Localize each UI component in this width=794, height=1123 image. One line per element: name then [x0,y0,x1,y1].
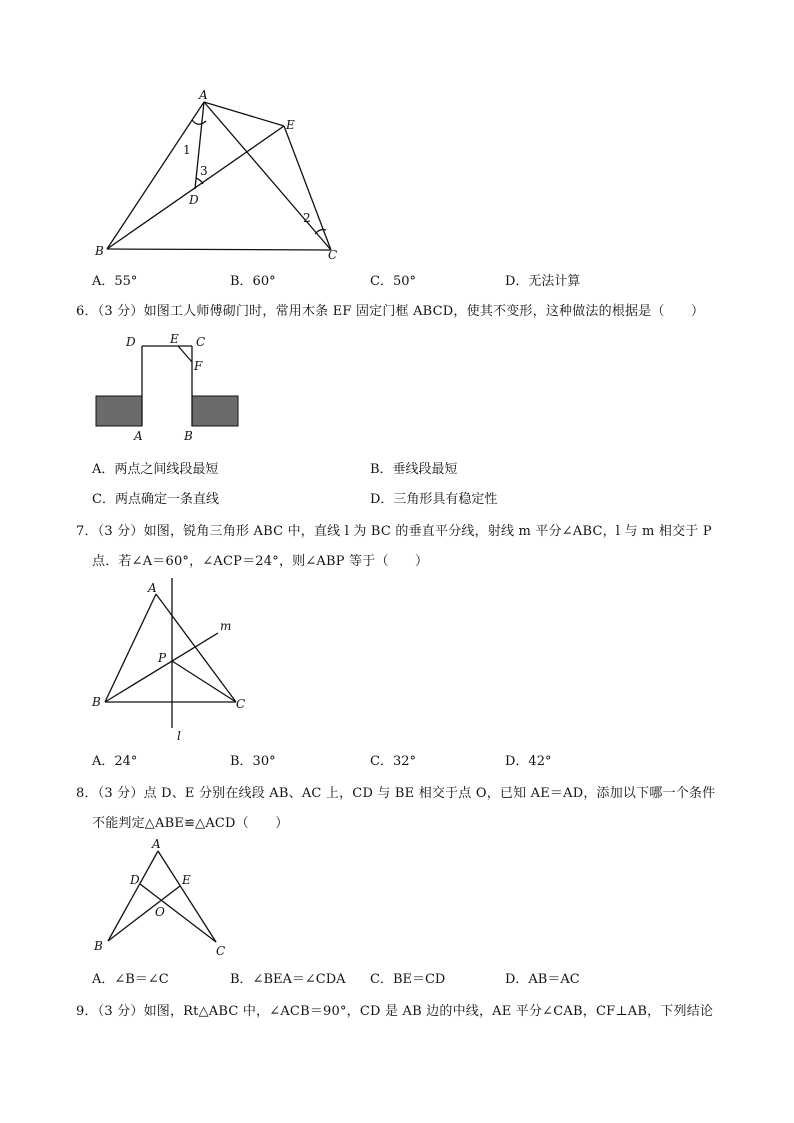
q5-angle-3-arc [196,178,203,184]
q6-option-d[interactable]: D．三角形具有稳定性 [370,492,498,507]
q6-wall-left [96,396,142,426]
q5-label-3: 3 [200,164,208,178]
q7-option-a[interactable]: A．24° [92,754,138,769]
q5-label-A: A [199,88,208,102]
q8-option-c[interactable]: C．BE＝CD [370,972,446,987]
q5-figure [95,88,355,267]
q8-label-E: E [182,873,191,887]
q9-question-line1: 9．（3 分）如图，Rt△ABC 中，∠ACB＝90°，CD 是 AB 边的中线，AE 平分∠CAB，CF⊥AB，下列结论 [76,1004,714,1019]
q7-label-P: P [158,651,167,665]
q6-option-c[interactable]: C．两点确定一条直线 [92,492,219,507]
q6-wall-right [192,396,238,426]
q6-bar-EF [178,346,192,362]
q7-label-C: C [236,697,246,711]
q7-option-b[interactable]: B．30° [230,754,276,769]
q8-label-D: D [130,873,140,887]
q8-option-d[interactable]: D．AB＝AC [505,972,580,987]
q8-question-line1: 8．（3 分）点 D、E 分别在线段 AB、AC 上，CD 与 BE 相交于点 O，已知 AE＝AD，添加以下哪一个条件 [76,786,716,801]
q8-label-B: B [94,939,103,953]
q8-option-a[interactable]: A．∠B＝∠C [92,972,169,987]
q5-seg-EC [284,126,331,250]
q6-label-E: E [170,332,179,346]
q8-option-b[interactable]: B．∠BEA＝∠CDA [230,972,346,987]
q6-option-b[interactable]: B．垂线段最短 [370,462,458,477]
q6-label-A: A [134,429,143,443]
q5-label-C: C [328,248,338,262]
q5-seg-BE [107,126,284,249]
q5-seg-AE [204,102,284,126]
q6-figure [92,332,242,444]
q5-seg-AC [204,102,331,250]
q7-option-d[interactable]: D．42° [505,754,552,769]
q5-label-2: 2 [303,211,311,225]
q5-seg-AB [107,102,204,249]
q8-label-C: C [216,944,226,958]
q5-label-B: B [95,244,104,258]
q5-seg-BC [107,249,331,250]
q7-question-line1: 7．（3 分）如图，锐角三角形 ABC 中，直线 l 为 BC 的垂直平分线，射线 m 平分∠ABC，l 与 m 相交于 P [76,524,712,539]
q7-label-A: A [148,581,157,595]
q5-angle-1-arc [192,120,206,124]
q5-option-a[interactable]: A．55° [92,274,138,289]
q8-label-A: A [152,837,161,851]
q8-seg-AB [108,851,158,941]
q5-label-D: D [189,193,199,207]
q6-label-C: C [196,335,206,349]
q5-option-d[interactable]: D．无法计算 [505,274,581,289]
q6-question: 6．（3 分）如图工人师傅砌门时，常用木条 EF 固定门框 ABCD，使其不变形，这种做法的根据是（ ） [76,304,705,319]
q7-option-c[interactable]: C．32° [370,754,416,769]
q7-seg-PC [172,661,236,702]
q5-option-c[interactable]: C．50° [370,274,416,289]
q7-seg-AC [156,594,236,702]
q5-label-1: 1 [183,143,191,157]
q8-question-line2: 不能判定△ABE≌△ACD（ ） [92,816,289,831]
q6-label-F: F [194,359,203,373]
q7-label-m: m [220,619,232,633]
q5-option-b[interactable]: B．60° [230,274,276,289]
q5-label-E: E [286,118,295,132]
q6-label-D: D [126,335,136,349]
q8-seg-CD [140,884,216,942]
q8-seg-BE [108,886,180,941]
q7-label-l: l [177,729,181,743]
q6-label-B: B [184,429,193,443]
q7-figure [90,578,250,746]
q8-figure [92,836,232,962]
q7-label-B: B [92,695,101,709]
q8-label-O: O [155,905,165,919]
q7-question-line2: 点．若∠A＝60°，∠ACP＝24°，则∠ABP 等于（ ） [92,554,429,569]
q6-option-a[interactable]: A．两点之间线段最短 [92,462,219,477]
